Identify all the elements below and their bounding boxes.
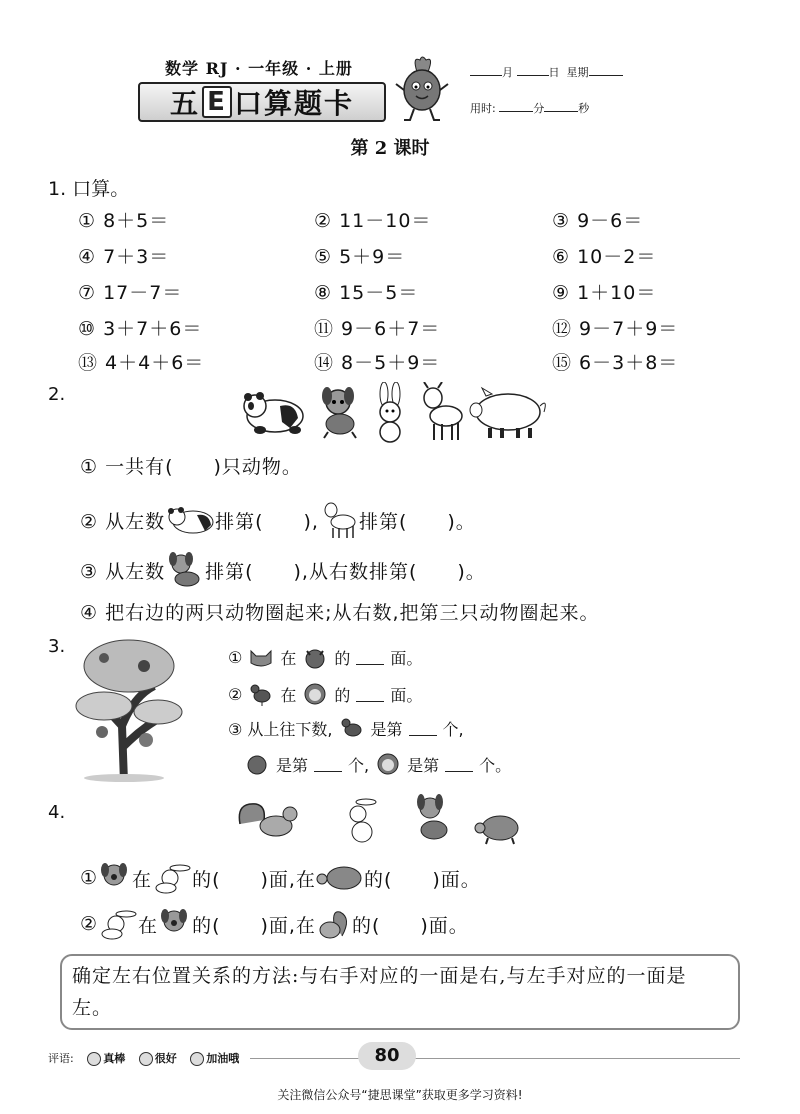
q1-problem: ⑭ 8－5＋9＝	[314, 352, 441, 374]
smiley-good-icon	[139, 1052, 153, 1066]
cat-face-icon	[248, 647, 274, 669]
q3-l4-shidi-1: 是第	[276, 755, 309, 775]
q1-problem: ⑫ 9－7＋9＝	[552, 318, 679, 340]
q4-s1-middle: 的( )面,在	[192, 868, 316, 891]
tip-text: 确定左右位置关系的方法:与右手对应的一面是右,与左手对应的一面是左。	[72, 965, 687, 1019]
q3-l1-end: 面。	[390, 649, 423, 668]
dog-icon	[165, 552, 205, 588]
monkey-face-icon	[375, 752, 401, 776]
rating-good[interactable]	[139, 1052, 177, 1065]
q3-l2-zai: 在	[280, 685, 297, 705]
squirrel-face-icon	[302, 647, 328, 669]
q3-l4-shidi-2: 是第	[407, 755, 440, 775]
rabbit-icon	[380, 382, 400, 442]
rating-keep-going[interactable]	[190, 1052, 239, 1065]
q3-number: 3.	[48, 636, 66, 657]
q3-l1-de: 的	[334, 649, 351, 668]
weekday-label: 星期	[566, 66, 589, 79]
q2-sentence-4: ④ 把右边的两只动物圈起来;从右数,把第三只动物圈起来。	[80, 602, 600, 624]
q2-sentence-2	[80, 500, 476, 540]
q3-l4-ge: 个,	[348, 755, 370, 775]
q3-l2-blank[interactable]	[356, 687, 384, 702]
q3-line-4	[244, 752, 511, 776]
q1-title	[48, 174, 129, 201]
q1-problem: ⑤ 5＋9＝	[314, 246, 406, 268]
squirrel-icon	[239, 804, 297, 836]
rating-great-label: 真棒	[103, 1052, 126, 1065]
weekday-blank[interactable]	[589, 65, 623, 76]
q2-sentence-1: ① 一共有( )只动物。	[80, 456, 302, 478]
radish-mascot-icon	[392, 54, 452, 124]
minute-label: 分	[533, 102, 545, 115]
q1-problem: ⑨ 1＋10＝	[552, 282, 657, 304]
footer-divider	[250, 1058, 740, 1059]
rating-keep-going-label: 加油哦	[206, 1052, 240, 1065]
rabbit-icon	[350, 799, 376, 842]
day-blank[interactable]	[517, 65, 549, 76]
q1-problem: ⑧ 15－5＝	[314, 282, 419, 304]
second-label: 秒	[578, 102, 590, 115]
rating-row	[48, 1050, 249, 1066]
goat-icon	[319, 500, 359, 540]
q3-l3-shidi: 是第	[370, 719, 403, 739]
smiley-great-icon	[87, 1052, 101, 1066]
q1-problem: ⑪ 9－6＋7＝	[314, 318, 441, 340]
q1-problem: ⑦ 17－7＝	[78, 282, 183, 304]
tree-with-animals-icon	[74, 636, 184, 782]
q3-l3-prefix: ③ 从上往下数,	[228, 719, 333, 739]
day-label: 日	[548, 66, 560, 79]
q2-s2-prefix: ② 从左数	[80, 510, 166, 533]
q4-s1-num: ①	[80, 867, 99, 889]
q4-sentence-1	[80, 862, 481, 894]
dog-icon	[98, 862, 132, 894]
rabbit-icon	[98, 908, 138, 940]
q3-line-2	[228, 682, 422, 706]
month-label: 月	[502, 66, 513, 79]
bird-icon	[248, 682, 274, 706]
monkey-face-icon	[302, 682, 328, 706]
q4-number: 4.	[48, 802, 66, 823]
q3-line-1	[228, 646, 422, 669]
q1-problem: ⑥ 10－2＝	[552, 246, 657, 268]
q2-sentence-3	[80, 552, 486, 588]
q3-l2-de: 的	[334, 685, 351, 705]
bottom-note: 关注微信公众号“捷思课堂”获取更多学习资料!	[277, 1088, 523, 1102]
rabbit-icon	[152, 862, 192, 894]
q4-sentence-2	[80, 908, 469, 940]
q1-problem: ⑮ 6－3＋8＝	[552, 352, 679, 374]
q3-l1-zai: 在	[280, 649, 297, 668]
rating-good-label: 很好	[154, 1052, 177, 1065]
page-number: 80	[358, 1042, 416, 1070]
minute-blank[interactable]	[499, 101, 533, 112]
time-line	[470, 100, 589, 116]
turtle-icon	[475, 816, 518, 844]
q3-l3-end: 个,	[442, 719, 464, 739]
q1-problem: ⑩ 3＋7＋6＝	[78, 318, 203, 340]
goat-icon	[424, 382, 462, 440]
dog-icon	[322, 387, 356, 438]
q1-problem: ① 8＋5＝	[78, 210, 170, 232]
q4-s2-num: ②	[80, 913, 99, 935]
panda-icon	[244, 392, 303, 434]
q4-s2-suffix: 的( )面。	[351, 914, 469, 937]
turtle-icon	[316, 863, 364, 893]
panda-icon	[165, 505, 215, 535]
second-blank[interactable]	[544, 101, 578, 112]
q3-l4-blank-1[interactable]	[314, 757, 342, 772]
q2-s3-suffix: 排第( ),从右数排第( )。	[205, 560, 486, 583]
rating-label: 评语:	[48, 1052, 74, 1065]
pig-icon	[470, 388, 545, 438]
bird-icon	[339, 716, 365, 740]
rating-great[interactable]	[87, 1052, 125, 1065]
q4-s1-zai: 在	[132, 868, 153, 891]
q3-l1-num: ①	[228, 648, 243, 667]
q4-s2-zai: 在	[138, 914, 159, 937]
q1-problem: ② 11－10＝	[314, 210, 432, 232]
q4-s1-suffix: 的( )面。	[363, 868, 481, 891]
q1-number: 1.	[48, 178, 67, 200]
q1-problem: ④ 7＋3＝	[78, 246, 170, 268]
q2-animal-row	[240, 382, 550, 446]
q3-l3-blank[interactable]	[409, 721, 437, 736]
subject-line: 数学 RJ · 一年级 · 上册	[165, 59, 353, 78]
q3-line-3	[228, 716, 464, 740]
q4-animal-row	[236, 794, 526, 846]
time-label: 用时:	[470, 102, 496, 115]
q2-s3-prefix: ③ 从左数	[80, 560, 166, 583]
squirrel-icon	[316, 908, 352, 940]
q2-number: 2.	[48, 384, 66, 405]
squirrel-face-icon	[244, 753, 270, 775]
q3-l1-blank[interactable]	[356, 650, 384, 665]
q3-l2-end: 面。	[390, 685, 423, 705]
q4-s2-middle: 的( )面,在	[192, 914, 316, 937]
q3-l2-num: ②	[228, 684, 243, 704]
title-pre: 五	[169, 87, 200, 120]
title-e: E	[202, 86, 232, 118]
q2-s2-middle: 排第( ),	[215, 510, 319, 533]
q3-l4-end: 个。	[479, 755, 512, 775]
dog-icon	[158, 908, 192, 940]
lesson-title: 第 2 课时	[350, 138, 430, 159]
date-line	[470, 64, 623, 80]
q1-problem: ⑬ 4＋4＋6＝	[78, 352, 205, 374]
q1-instruction: 口算。	[72, 178, 130, 200]
month-blank[interactable]	[470, 65, 502, 76]
smiley-keep-going-icon	[190, 1052, 204, 1066]
q1-problem: ③ 9－6＝	[552, 210, 644, 232]
card-title	[138, 82, 386, 122]
q3-l4-blank-2[interactable]	[445, 757, 473, 772]
title-post: 口算题卡	[234, 87, 355, 120]
dog-icon	[417, 794, 447, 839]
q2-s2-suffix: 排第( )。	[358, 510, 476, 533]
